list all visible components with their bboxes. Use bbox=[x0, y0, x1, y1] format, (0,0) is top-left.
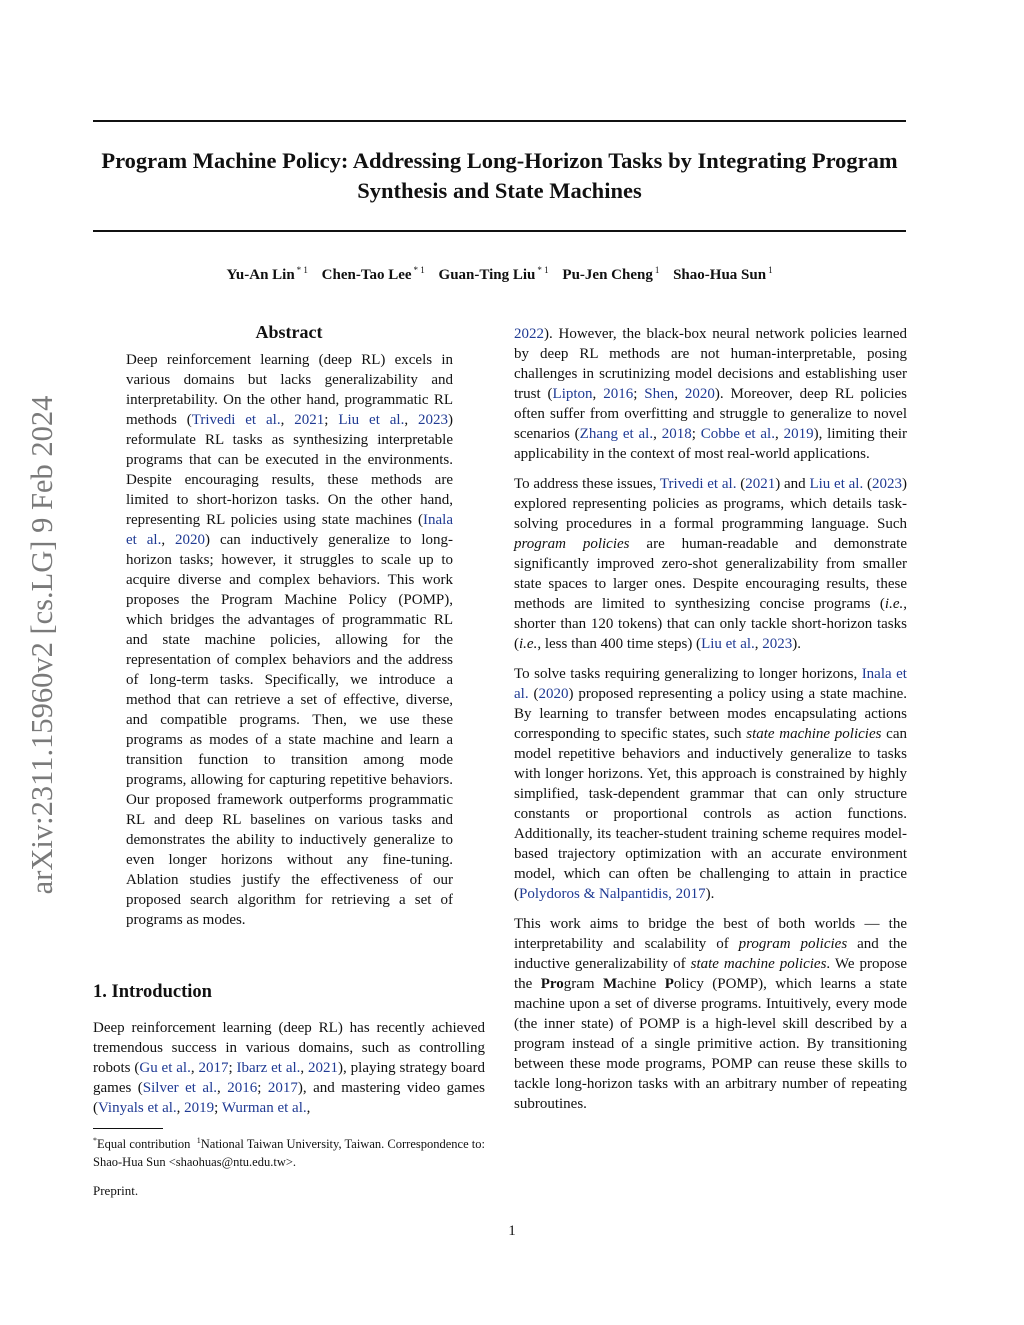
text-run: , bbox=[217, 1080, 228, 1096]
text-run: ) explored representing policies as programs, which details task-solving procedures in a formal programming language. Such bbox=[514, 476, 908, 532]
citation-link[interactable]: Inala et al. bbox=[514, 666, 907, 702]
text-run: gram bbox=[563, 976, 603, 992]
text-run: ). However, the black-box neural network policies learned by deep RL methods are not human-interpretable, posing challenges in scrutinizing model decisions and establishing user trust ( bbox=[514, 326, 907, 402]
text-run: , bbox=[161, 532, 176, 548]
emphasis: i.e. bbox=[884, 596, 904, 612]
footnote bbox=[93, 1132, 485, 1171]
text-run: , bbox=[300, 1060, 309, 1076]
text-run: can model repetitive behaviors and inductively generalize to tasks with longer horizons. Yet, this approach is constrained by highly simplified, task-dependent grammar that can only structure constants or proportional controls as action functions. Additionally, its teacher-student training scheme requires model-based trajectory optimization with an accurate environment model, which can often be challenging to attain in practice ( bbox=[514, 726, 907, 902]
text-run: ). Moreover, deep RL policies often suffer from overfitting and struggle to generalize to novel scenarios ( bbox=[514, 386, 908, 442]
author-name: Shao-Hua Sun bbox=[673, 267, 767, 283]
citation-link[interactable]: 2021 bbox=[745, 476, 776, 492]
citation-link[interactable]: Silver et al. bbox=[142, 1080, 217, 1096]
citation-link[interactable]: Liu et al. bbox=[338, 412, 405, 428]
author-affiliation-mark: * 1 bbox=[537, 265, 549, 275]
bold-letters: Pro bbox=[540, 976, 564, 992]
text-run: ) can inductively generalize to long-horizon tasks; however, it struggles to scale up to acquire diverse and complex behaviors. This work proposes the Program Machine Policy (POMP), which bridges the advantages of programmatic RL and state machine policies, allowing for the representation of complex behaviors and the address of long-term tasks. Specifically, we introduce a method that can retrieve a set of effective, diverse, and compatible programs. Then, we use these programs as modes of a state machine and learn a transition function to transition among mode programs, allowing for capturing repetitive behaviors. Our proposed framework outperforms programmatic RL and deep RL baselines on various tasks and demonstrates the ability to inductively generalize to even longer horizons without any fine-tuning. Ablation studies justify the effectiveness of our proposed search algorithm for retrieving a set of programs as modes. bbox=[126, 532, 454, 928]
author-affiliation-mark: * 1 bbox=[413, 265, 425, 275]
citation-link[interactable]: 2021 bbox=[308, 1060, 339, 1076]
text-run: are human-readable and demonstrate significantly improved zero-shot generalizability from smaller state spaces to larger ones. Despite encouraging results, these methods are limited to synthesizing concise programs ( bbox=[514, 536, 908, 612]
citation-link[interactable]: 2018 bbox=[661, 426, 692, 442]
footnote-rule bbox=[93, 1128, 163, 1129]
text-run: , bbox=[592, 386, 604, 402]
text-run: ; bbox=[214, 1100, 222, 1116]
emphasis: state machine policies bbox=[690, 956, 827, 972]
arxiv-id: arXiv:2311.15960v2 [cs.LG] 9 Feb 2024 bbox=[25, 395, 59, 895]
citation-link[interactable]: 2022 bbox=[514, 326, 544, 342]
emphasis: program policies bbox=[514, 536, 630, 552]
citation-link[interactable]: 2017 bbox=[267, 1080, 298, 1096]
bold-letters: M bbox=[603, 976, 618, 992]
citation-link[interactable]: Inala et al. bbox=[126, 512, 453, 548]
text-run: , shorter than 120 tokens) that can only tackle short-horizon tasks ( bbox=[514, 596, 907, 652]
text-run: and the inductive generalizability of bbox=[514, 936, 908, 972]
page-number: 1 bbox=[508, 1223, 516, 1239]
author bbox=[322, 267, 425, 283]
citation-link[interactable]: Lipton bbox=[552, 386, 593, 402]
right-column bbox=[514, 324, 907, 1124]
citation-link[interactable]: 2019 bbox=[184, 1100, 215, 1116]
text-run: ( bbox=[736, 476, 746, 492]
text-run: Deep reinforcement learning (deep RL) has recently achieved tremendous success in various domains, such as controlling robots ( bbox=[93, 1020, 485, 1076]
text-run: . We propose the bbox=[514, 956, 907, 992]
citation-link[interactable]: Trivedi et al. bbox=[659, 476, 737, 492]
author bbox=[226, 267, 307, 283]
author bbox=[562, 267, 659, 283]
text-run: , bbox=[190, 1060, 199, 1076]
citation-link[interactable]: Cobbe et al. bbox=[700, 426, 775, 442]
text-run: This work aims to bridge the best of both worlds — the interpretability and scalability of bbox=[514, 916, 907, 952]
author-name: Guan-Ting Liu bbox=[438, 267, 536, 283]
paper-title: Program Machine Policy: Addressing Long-Horizon Tasks by Integrating Program Synthesis and State Machines bbox=[101, 148, 898, 203]
text-run: To address these issues, bbox=[514, 476, 660, 492]
text-run: To solve tasks requiring generalizing to longer horizons, bbox=[514, 666, 862, 682]
text-run: ), and mastering video games ( bbox=[93, 1080, 486, 1116]
text-run: , bbox=[176, 1100, 185, 1116]
citation-link[interactable]: Polydoros & Nalpantidis, 2017 bbox=[519, 886, 706, 902]
citation-link[interactable]: Liu et al. bbox=[809, 476, 864, 492]
emphasis: i.e. bbox=[519, 636, 538, 652]
text-run: ) and bbox=[775, 476, 810, 492]
text-run: , less than 400 time steps) ( bbox=[537, 636, 702, 652]
text-run: , bbox=[280, 412, 295, 428]
emphasis: program policies bbox=[738, 936, 848, 952]
citation-link[interactable]: 2020 bbox=[684, 386, 715, 402]
citation-link[interactable]: 2016 bbox=[227, 1080, 258, 1096]
citation-link[interactable]: Liu et al. bbox=[701, 636, 755, 652]
citation-link[interactable]: 2023 bbox=[762, 636, 793, 652]
citation-link[interactable]: 2019 bbox=[783, 426, 814, 442]
author bbox=[439, 267, 549, 283]
citation-link[interactable]: 2020 bbox=[538, 686, 569, 702]
text-run: ( bbox=[528, 686, 539, 702]
citation-link[interactable]: Trivedi et al. bbox=[191, 412, 281, 428]
emphasis: state machine policies bbox=[746, 726, 882, 742]
text-run: ; bbox=[691, 426, 701, 442]
text-run: ), playing strategy board games ( bbox=[93, 1060, 486, 1096]
citation-link[interactable]: Ibarz et al. bbox=[236, 1060, 301, 1076]
author-name: Chen-Tao Lee bbox=[321, 267, 412, 283]
paragraph bbox=[514, 914, 907, 1114]
text-run: , bbox=[674, 386, 685, 402]
text-run: olicy (POMP), which learns a state machine upon a set of diverse programs. Intuitively, every mode (the inner state) of POMP is a high-level skill described by a program instead of a single primitive action. By transitioning between these mode programs, POMP can reuse these skills to tackle long-horizon tasks with an arbitrary number of repeating subroutines. bbox=[514, 976, 908, 1112]
footnote-mark: 1 bbox=[196, 1136, 201, 1145]
author-affiliation-mark: * 1 bbox=[296, 265, 308, 275]
author-name: Pu-Jen Cheng bbox=[562, 267, 653, 283]
author-list bbox=[93, 265, 906, 284]
citation-link[interactable]: 2023 bbox=[418, 412, 449, 428]
text-run: , bbox=[404, 412, 419, 428]
text-run: , bbox=[774, 426, 784, 442]
text-run: ), limiting their applicability in the context of most real-world applications. bbox=[514, 426, 908, 462]
abstract-heading: Abstract bbox=[255, 322, 323, 342]
citation-link[interactable]: Gu et al. bbox=[139, 1060, 191, 1076]
author bbox=[673, 267, 772, 283]
text-run: Deep reinforcement learning (deep RL) excels in various domains but lacks generalizability and interpretability. On the other hand, programmatic RL methods ( bbox=[126, 352, 453, 428]
author-name: Yu-An Lin bbox=[226, 267, 295, 283]
text-run: ) reformulate RL tasks as synthesizing interpretable programs that can be executed in the environments. Despite encouraging results, these methods are limited to short-horizon tasks. On the other hand, representing RL policies using state machines ( bbox=[126, 412, 454, 528]
citation-link[interactable]: 2021 bbox=[294, 412, 325, 428]
preprint-label: Preprint. bbox=[93, 1183, 139, 1198]
top-rule bbox=[93, 120, 906, 122]
text-run: ; bbox=[257, 1080, 268, 1096]
text-run: ; bbox=[633, 386, 645, 402]
citation-link[interactable]: Shen bbox=[644, 386, 675, 402]
text-run: ) proposed representing a policy using a state machine. By learning to transfer between modes encapsulating actions corresponding to specific states, such bbox=[514, 686, 908, 742]
author-affiliation-mark: 1 bbox=[654, 265, 660, 275]
footnote-mark: * bbox=[93, 1136, 97, 1145]
text-run: , bbox=[306, 1100, 311, 1116]
footnote-text: Equal contribution bbox=[97, 1137, 191, 1151]
text-run: ; bbox=[228, 1060, 237, 1076]
text-run: ). bbox=[792, 636, 802, 652]
text-run: ). bbox=[705, 886, 715, 902]
section-heading-introduction: 1. Introduction bbox=[93, 982, 212, 1002]
citation-link[interactable]: Wurman et al. bbox=[221, 1100, 307, 1116]
paragraph bbox=[514, 474, 907, 654]
introduction-text bbox=[93, 1018, 485, 1118]
arxiv-watermark bbox=[22, 360, 62, 930]
citation-link[interactable]: Vinyals et al. bbox=[98, 1100, 177, 1116]
title-bottom-rule bbox=[93, 230, 906, 232]
author-affiliation-mark: 1 bbox=[768, 265, 773, 275]
bold-letters: P bbox=[664, 976, 674, 992]
text-run: ( bbox=[863, 476, 873, 492]
paragraph bbox=[514, 324, 907, 464]
text-run: achine bbox=[617, 976, 665, 992]
abstract-text bbox=[126, 350, 453, 930]
citation-link[interactable]: 2020 bbox=[175, 532, 206, 548]
citation-link[interactable]: Zhang et al. bbox=[579, 426, 654, 442]
citation-link[interactable]: 2023 bbox=[872, 476, 903, 492]
text-run: , bbox=[653, 426, 662, 442]
citation-link[interactable]: 2017 bbox=[198, 1060, 229, 1076]
footnote-text: National Taiwan University, Taiwan. Correspondence to: Shao-Hua Sun <shaohuas@ntu.edu.tw>. bbox=[93, 1137, 485, 1169]
text-run: , bbox=[754, 636, 763, 652]
paragraph bbox=[514, 664, 907, 904]
text-run: ; bbox=[324, 412, 339, 428]
citation-link[interactable]: 2016 bbox=[603, 386, 634, 402]
